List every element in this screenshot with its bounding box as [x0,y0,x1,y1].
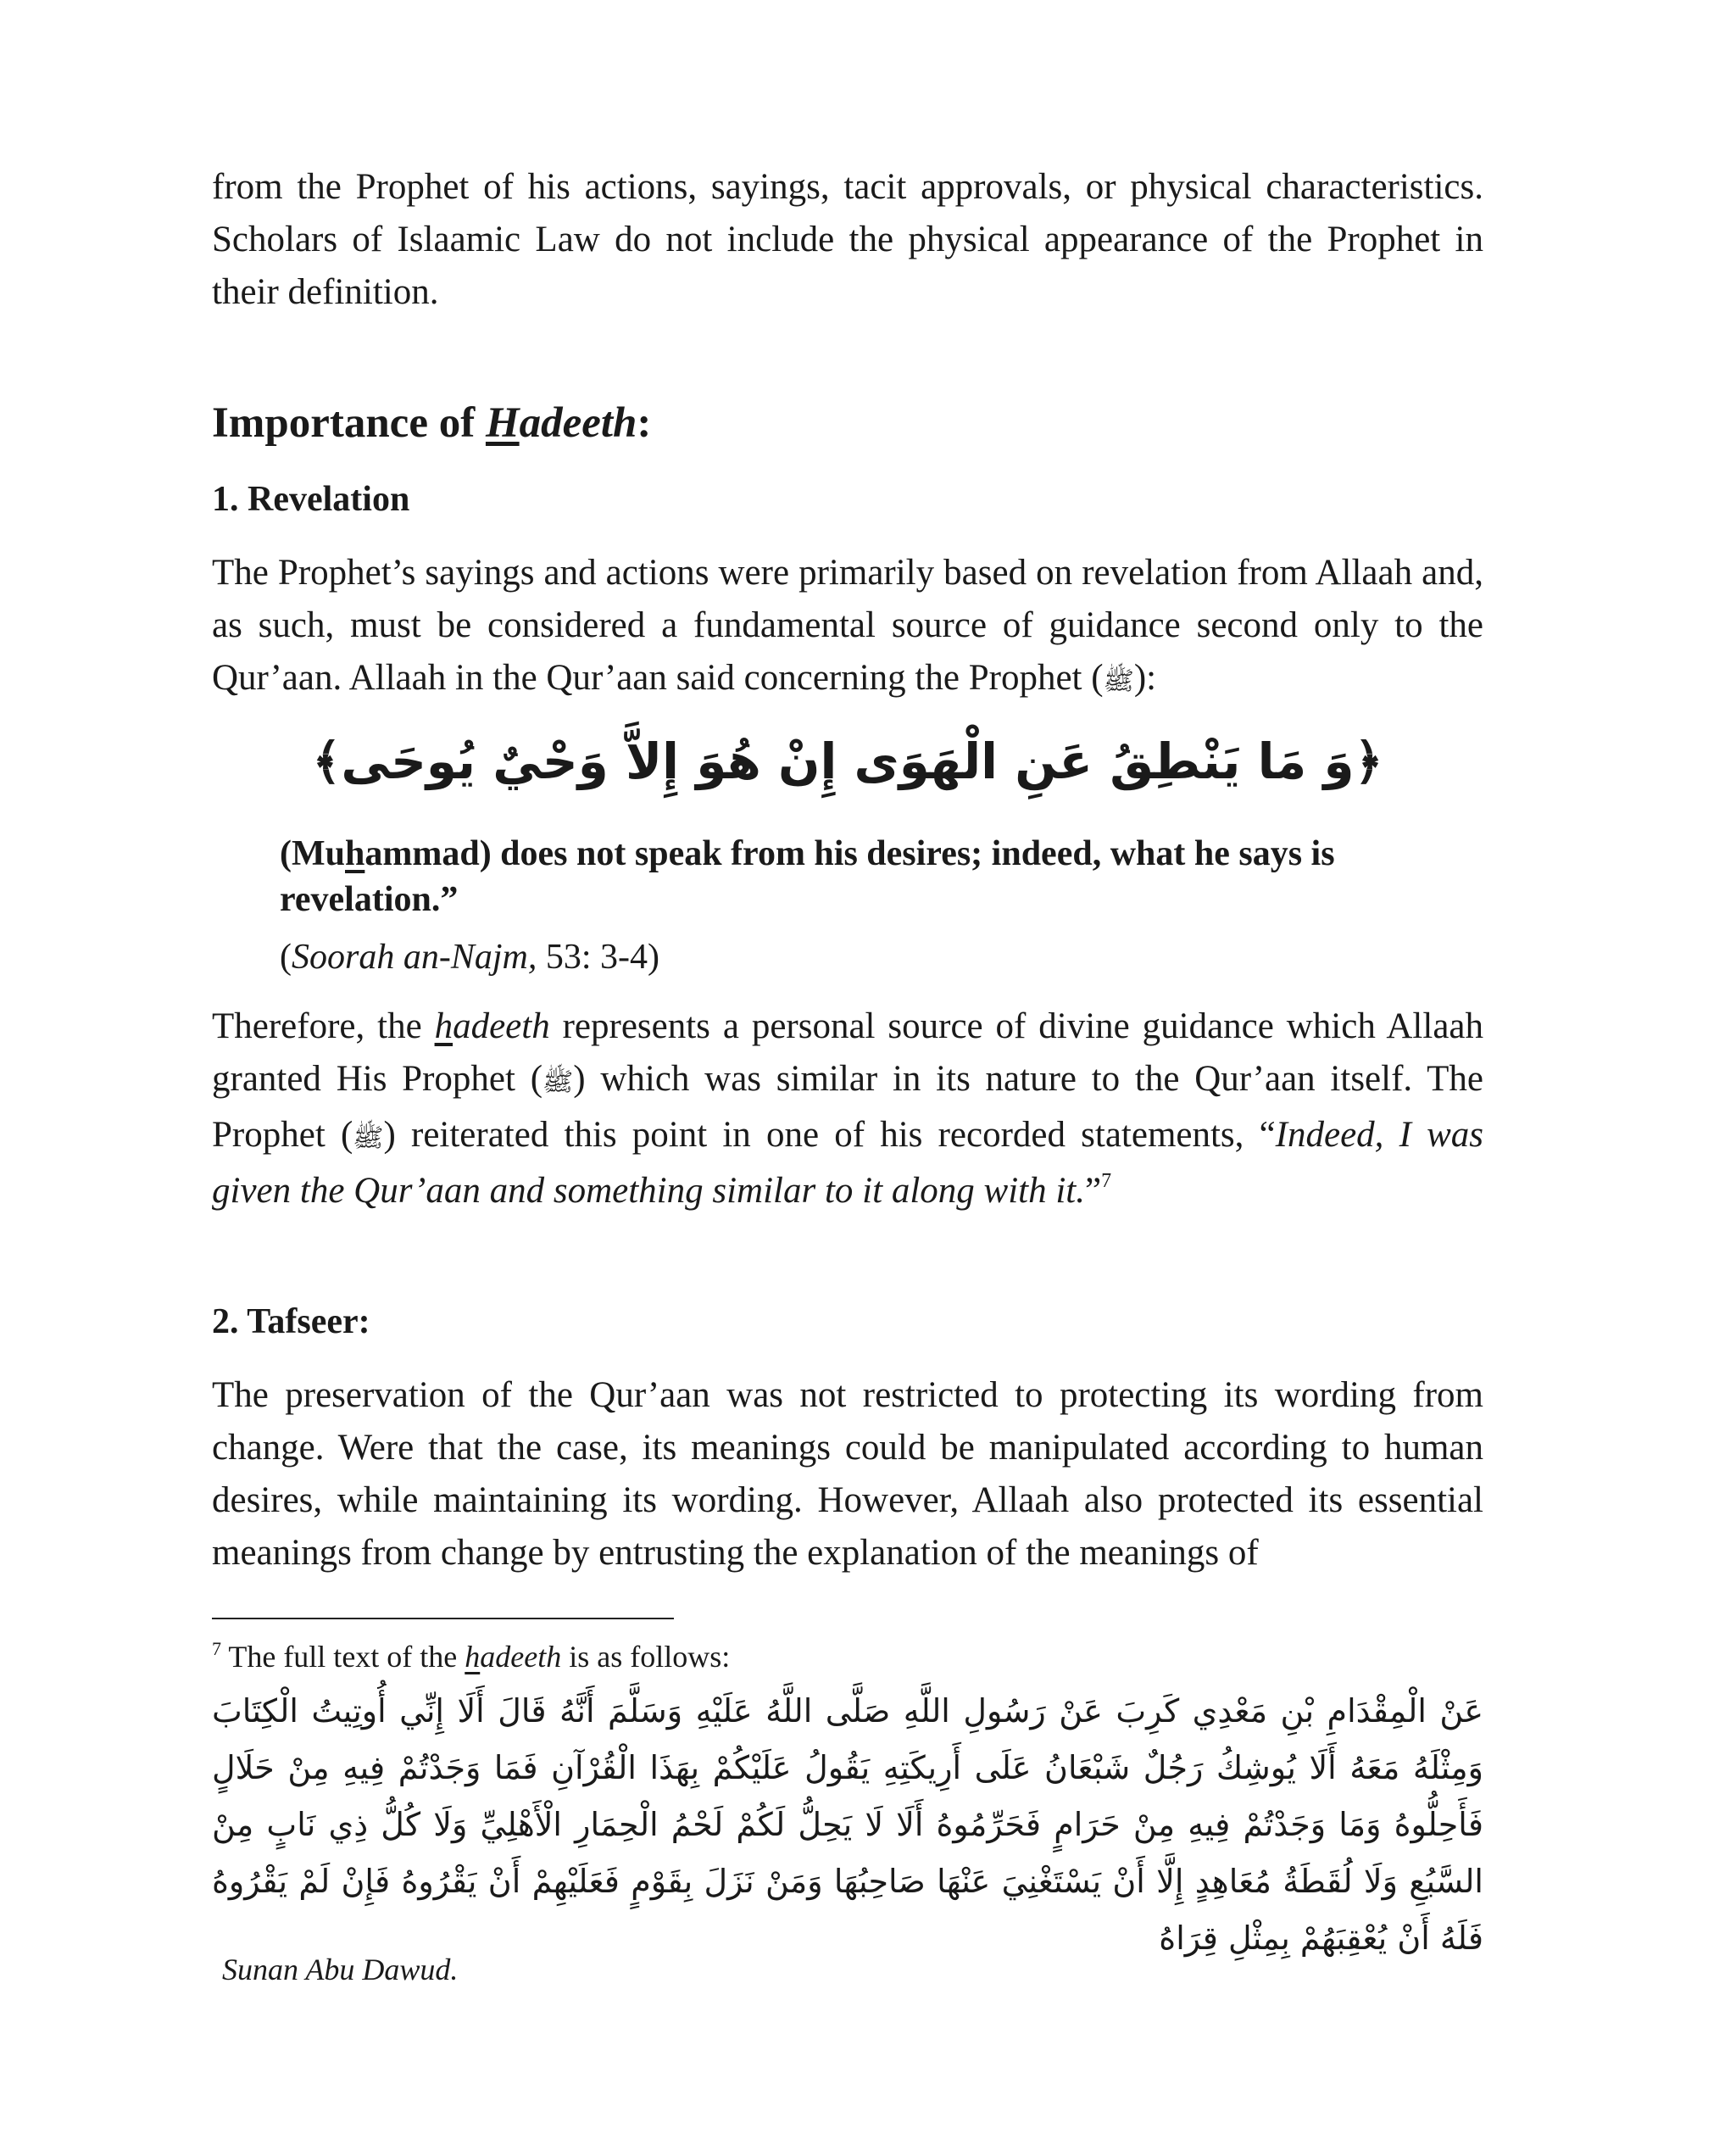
section-1-text: The Prophet’s sayings and actions were primarily based on revelation from Allaah and, as such, must be considered a fundamental source of guidance second only to the Qur’aan. Allaah in the Qur’aan said concerning the Prophet ( [212,553,1483,698]
salutation-glyph: ﷺ [353,1123,384,1153]
fn-label-b: is as follows: [561,1640,731,1674]
fn-label-hadeeth: adeeth [480,1640,562,1674]
p2-close: ” [1084,1171,1102,1211]
verse-reference [280,937,659,978]
heading-rest: adeeth [519,399,637,447]
section-2-title: 2. Tafseer: [212,1302,370,1341]
footnote-number: 7 [212,1638,221,1659]
fn-label-h: h [465,1640,481,1674]
arabic-verse: ﴿وَ مَا يَنْطِقُ عَنِ الْهَوَى إِنْ هُوَ إِلاَّ وَحْيٌ يُوحَى﴾ [312,733,1383,790]
p2-c: ) which was similar in its nature to the Qur’aan itself. The Prophet ( [212,1059,1483,1155]
salutation-glyph: ﷺ [1103,666,1134,696]
quote-open: (Mu [280,834,345,873]
ref-surah: Soorah an-Najm, [292,938,537,977]
quote-h: h [345,834,365,873]
fn-label-a: The full text of the [221,1640,465,1674]
quote-rest: ammad) does not speak from his desires; indeed, what he says is revelation.” [280,834,1335,919]
salutation-glyph: ﷺ [542,1067,574,1097]
section-1-text-end: ): [1133,658,1157,698]
heading-colon: : [637,399,652,447]
footnote-source: Sunan Abu Dawud. [222,1953,459,1986]
heading-prefix: Importance of [212,399,486,447]
section-1-paragraph [212,547,1483,708]
page-heading [212,398,1483,448]
p2-d: ) reiterated this point in one of his recorded statements, “ [383,1115,1276,1155]
intro-paragraph: from the Prophet of his actions, sayings, tacit approvals, or physical characteristics. Scholars of Islaamic Law do not include the physical appearance of the Prophet in their definition. [212,167,1483,312]
heading-h-letter: H [485,399,520,447]
p2-hadeeth: adeeth [453,1006,550,1046]
footnote-arabic-text: عَنْ الْمِقْدَامِ بْنِ مَعْدِي كَرِبَ عَنْ رَسُولِ اللَّهِ صَلَّى اللَّهُ عَلَيْهِ وَسَلَّمَ أَنَّهُ قَالَ أَلَا إِنِّي أُوتِيتُ الْكِتَابَ وَمِثْلَهُ مَعَهُ أَلَا يُوشِكُ رَجُلٌ شَبْعَانُ عَلَى أَرِيكَتِهِ يَقُولُ عَلَيْكُمْ بِهَذَا الْقُرْآنِ فَمَا وَجَدْتُمْ فِيهِ مِنْ حَلَالٍ فَأَحِلُّوهُ وَمَا وَجَدْتُمْ فِيهِ مِنْ حَرَامٍ فَحَرِّمُوهُ أَلَا لَا يَحِلُّ لَكُمْ لَحْمُ الْحِمَارِ الْأَهْلِيِّ وَلَا كُلُّ ذِي نَابٍ مِنْ السَّبُعِ وَلَا لُقَطَةُ مُعَاهِدٍ إِلَّا أَنْ يَسْتَغْنِيَ عَنْهَا صَاحِبُهَا وَمَنْ نَزَلَ بِقَوْمٍ فَعَلَيْهِمْ أَنْ يَقْرُوهُ فَإِنْ لَمْ يَقْرُوهُ فَلَهُ أَنْ يُعْقِبَهُمْ بِمِثْلِ قِرَاهُ [212,1692,1483,1957]
section-1-paragraph-2 [212,1000,1483,1217]
footnote-divider [212,1618,674,1619]
ref-open: ( [280,938,292,977]
verse-translation [280,831,1433,922]
prophet-quote: Indeed, I was given the Qur’aan and something similar to it along with it. [212,1115,1483,1211]
p2-b: represents a personal source of divine guidance which Allaah granted His Prophet ( [212,1006,1483,1099]
section-1-title: 1. Revelation [212,480,410,519]
section-2-paragraph: The preservation of the Qur’aan was not restricted to protecting its wording from change. Were that the case, its meanings could be manipulated according to human desires, while maintaining its wording. However, Allaah also protected its essential meanings from change by entrusting the explanation of the meanings of [212,1375,1483,1573]
footnote-label [212,1638,730,1674]
p2-a: Therefore, the [212,1006,435,1046]
footnote-reference[interactable]: 7 [1101,1170,1112,1192]
p2-h: h [434,1006,453,1046]
ref-rest: 53: 3-4) [537,938,660,977]
